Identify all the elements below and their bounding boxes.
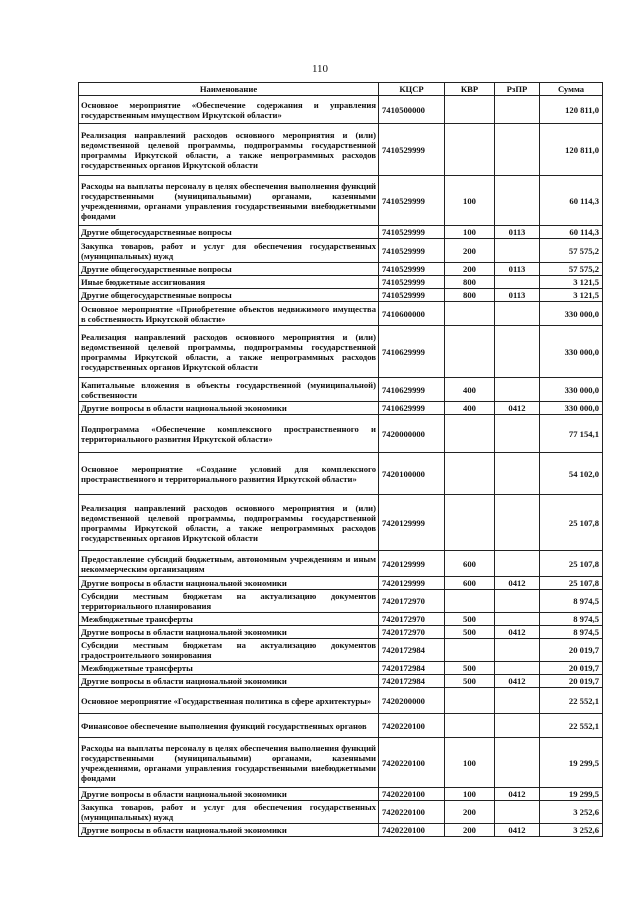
row-name: Основное мероприятие «Обеспечение содержания и управления государственным имуществом Иркутской области» — [79, 96, 379, 124]
row-rzpr: 0412 — [495, 675, 540, 688]
row-kcsr: 7410529999 — [379, 276, 445, 289]
row-kvr: 800 — [445, 276, 495, 289]
row-sum: 330 000,0 — [540, 326, 603, 378]
row-kcsr: 7420172970 — [379, 613, 445, 626]
row-name: Основное мероприятие «Приобретение объектов недвижимого имущества в собственность Иркутской области» — [79, 302, 379, 326]
row-rzpr — [495, 302, 540, 326]
row-kcsr: 7420172970 — [379, 590, 445, 613]
row-kvr — [445, 302, 495, 326]
row-kvr: 400 — [445, 378, 495, 402]
row-kcsr: 7420220100 — [379, 788, 445, 801]
row-kvr: 500 — [445, 613, 495, 626]
row-rzpr — [495, 276, 540, 289]
row-kvr: 800 — [445, 289, 495, 302]
table-row — [79, 124, 603, 176]
row-name: Другие общегосударственные вопросы — [79, 289, 379, 302]
row-kcsr: 7410529999 — [379, 289, 445, 302]
row-rzpr — [495, 801, 540, 824]
row-name: Субсидии местным бюджетам на актуализацию документов территориального планирования — [79, 590, 379, 613]
row-kvr: 200 — [445, 263, 495, 276]
row-rzpr — [495, 326, 540, 378]
row-rzpr — [495, 662, 540, 675]
row-kcsr: 7410529999 — [379, 176, 445, 226]
row-sum: 57 575,2 — [540, 263, 603, 276]
budget-table — [78, 82, 603, 837]
row-name: Финансовое обеспечение выполнения функций государственных органов — [79, 714, 379, 738]
page-number: 110 — [311, 63, 329, 75]
row-name: Капитальные вложения в объекты государственной (муниципальной) собственности — [79, 378, 379, 402]
table-row — [79, 176, 603, 226]
row-name: Межбюджетные трансферты — [79, 662, 379, 675]
row-kcsr: 7420172984 — [379, 662, 445, 675]
row-kcsr: 7420220100 — [379, 801, 445, 824]
row-name: Другие вопросы в области национальной экономики — [79, 402, 379, 415]
row-kvr — [445, 590, 495, 613]
row-sum: 20 019,7 — [540, 675, 603, 688]
row-rzpr — [495, 96, 540, 124]
row-sum: 54 102,0 — [540, 453, 603, 495]
table-row — [79, 590, 603, 613]
row-rzpr — [495, 239, 540, 263]
row-sum: 19 299,5 — [540, 788, 603, 801]
row-kvr: 600 — [445, 551, 495, 577]
row-name: Реализация направлений расходов основного мероприятия и (или) ведомственной целевой программы, подпрограммы государственной программы Иркутской области, а также непрограммных расходов государственных органов Иркутской области — [79, 326, 379, 378]
table-header-row — [79, 83, 603, 96]
row-kvr — [445, 326, 495, 378]
row-name: Основное мероприятие «Создание условий для комплексного пространственного и территориального развития Иркутской области» — [79, 453, 379, 495]
row-sum: 25 107,8 — [540, 495, 603, 551]
table-row — [79, 639, 603, 662]
table-row — [79, 495, 603, 551]
row-kcsr: 7410529999 — [379, 239, 445, 263]
row-rzpr — [495, 613, 540, 626]
table-row — [79, 613, 603, 626]
row-kcsr: 7410529999 — [379, 263, 445, 276]
row-sum: 25 107,8 — [540, 551, 603, 577]
row-kcsr: 7420200000 — [379, 688, 445, 714]
row-name: Предоставление субсидий бюджетным, автономным учреждениям и иным некоммерческим организациям — [79, 551, 379, 577]
row-name: Закупка товаров, работ и услуг для обеспечения государственных (муниципальных) нужд — [79, 239, 379, 263]
table-row — [79, 662, 603, 675]
header-name: Наименование — [79, 83, 379, 96]
table-row — [79, 801, 603, 824]
row-kvr: 100 — [445, 176, 495, 226]
table-row — [79, 738, 603, 788]
row-kcsr: 7420129999 — [379, 577, 445, 590]
table-row — [79, 326, 603, 378]
row-kcsr: 7410629999 — [379, 378, 445, 402]
row-kvr — [445, 688, 495, 714]
table-row — [79, 626, 603, 639]
row-kvr: 500 — [445, 626, 495, 639]
row-sum: 25 107,8 — [540, 577, 603, 590]
row-name: Подпрограмма «Обеспечение комплексного пространственного и территориального развития Иркутской области» — [79, 415, 379, 453]
row-kcsr: 7410629999 — [379, 326, 445, 378]
table-row — [79, 453, 603, 495]
row-rzpr — [495, 453, 540, 495]
row-rzpr — [495, 551, 540, 577]
table-row — [79, 675, 603, 688]
row-sum: 330 000,0 — [540, 302, 603, 326]
row-kvr — [445, 453, 495, 495]
row-sum: 22 552,1 — [540, 714, 603, 738]
row-name: Другие вопросы в области национальной экономики — [79, 577, 379, 590]
row-kcsr: 7420000000 — [379, 415, 445, 453]
row-kvr: 100 — [445, 226, 495, 239]
row-sum: 3 121,5 — [540, 276, 603, 289]
table-row — [79, 378, 603, 402]
row-sum: 120 811,0 — [540, 96, 603, 124]
row-rzpr — [495, 176, 540, 226]
row-sum: 8 974,5 — [540, 613, 603, 626]
row-rzpr — [495, 590, 540, 613]
row-kvr: 600 — [445, 577, 495, 590]
row-kvr: 100 — [445, 788, 495, 801]
row-name: Другие вопросы в области национальной экономики — [79, 824, 379, 837]
row-name: Расходы на выплаты персоналу в целях обеспечения выполнения функций государственными (муниципальными) органами, казенными учреждениями, органами управления государственными внебюджетными фондами — [79, 176, 379, 226]
table-row — [79, 415, 603, 453]
row-sum: 330 000,0 — [540, 402, 603, 415]
row-sum: 20 019,7 — [540, 662, 603, 675]
row-name: Другие вопросы в области национальной экономики — [79, 675, 379, 688]
row-kcsr: 7420172984 — [379, 639, 445, 662]
row-name: Субсидии местным бюджетам на актуализацию документов градостроительного зонирования — [79, 639, 379, 662]
row-sum: 20 019,7 — [540, 639, 603, 662]
row-rzpr — [495, 714, 540, 738]
row-rzpr: 0412 — [495, 788, 540, 801]
row-name: Реализация направлений расходов основного мероприятия и (или) ведомственной целевой программы, подпрограммы государственной программы Иркутской области, а также непрограммных расходов государственных органов Иркутской области — [79, 124, 379, 176]
row-kvr — [445, 495, 495, 551]
table-row — [79, 239, 603, 263]
header-kcsr: КЦСР — [379, 83, 445, 96]
header-rzpr: РзПР — [495, 83, 540, 96]
row-sum: 19 299,5 — [540, 738, 603, 788]
row-rzpr — [495, 738, 540, 788]
row-kvr: 200 — [445, 824, 495, 837]
row-name: Другие общегосударственные вопросы — [79, 226, 379, 239]
row-kcsr: 7420172970 — [379, 626, 445, 639]
row-kcsr: 7420172984 — [379, 675, 445, 688]
row-name: Реализация направлений расходов основного мероприятия и (или) ведомственной целевой программы, подпрограммы государственной программы Иркутской области, а также непрограммных расходов государственных органов Иркутской области — [79, 495, 379, 551]
row-name: Расходы на выплаты персоналу в целях обеспечения выполнения функций государственными (муниципальными) органами, казенными учреждениями, органами управления государственными внебюджетными фондами — [79, 738, 379, 788]
row-rzpr: 0412 — [495, 577, 540, 590]
row-kcsr: 7420129999 — [379, 495, 445, 551]
row-sum: 60 114,3 — [540, 176, 603, 226]
header-kvr: КВР — [445, 83, 495, 96]
row-sum: 3 252,6 — [540, 824, 603, 837]
header-sum: Сумма — [540, 83, 603, 96]
table-row — [79, 577, 603, 590]
row-kcsr: 7420100000 — [379, 453, 445, 495]
row-rzpr — [495, 378, 540, 402]
row-kvr — [445, 714, 495, 738]
row-kvr: 200 — [445, 239, 495, 263]
table-row — [79, 402, 603, 415]
row-kcsr: 7410500000 — [379, 96, 445, 124]
row-rzpr — [495, 495, 540, 551]
row-kcsr: 7410529999 — [379, 124, 445, 176]
table-row — [79, 714, 603, 738]
row-name: Другие вопросы в области национальной экономики — [79, 788, 379, 801]
row-kvr: 400 — [445, 402, 495, 415]
row-rzpr: 0412 — [495, 824, 540, 837]
row-kcsr: 7420129999 — [379, 551, 445, 577]
row-name: Иные бюджетные ассигнования — [79, 276, 379, 289]
row-kvr: 500 — [445, 675, 495, 688]
row-kvr — [445, 124, 495, 176]
table-row — [79, 263, 603, 276]
row-sum: 8 974,5 — [540, 626, 603, 639]
row-sum: 3 252,6 — [540, 801, 603, 824]
table-row — [79, 302, 603, 326]
row-sum: 120 811,0 — [540, 124, 603, 176]
row-rzpr: 0113 — [495, 289, 540, 302]
row-kcsr: 7420220100 — [379, 738, 445, 788]
row-sum: 22 552,1 — [540, 688, 603, 714]
row-name: Другие вопросы в области национальной экономики — [79, 626, 379, 639]
table-row — [79, 96, 603, 124]
row-kcsr: 7420220100 — [379, 714, 445, 738]
table-row — [79, 226, 603, 239]
row-rzpr — [495, 639, 540, 662]
row-kvr — [445, 96, 495, 124]
row-rzpr: 0412 — [495, 402, 540, 415]
row-sum: 8 974,5 — [540, 590, 603, 613]
row-rzpr — [495, 415, 540, 453]
row-name: Другие общегосударственные вопросы — [79, 263, 379, 276]
table-row — [79, 788, 603, 801]
row-kcsr: 7410629999 — [379, 402, 445, 415]
row-name: Основное мероприятие «Государственная политика в сфере архитектуры» — [79, 688, 379, 714]
row-rzpr — [495, 688, 540, 714]
row-kvr — [445, 639, 495, 662]
row-name: Межбюджетные трансферты — [79, 613, 379, 626]
row-kcsr: 7410600000 — [379, 302, 445, 326]
row-kcsr: 7410529999 — [379, 226, 445, 239]
row-kvr: 100 — [445, 738, 495, 788]
row-kcsr: 7420220100 — [379, 824, 445, 837]
row-sum: 3 121,5 — [540, 289, 603, 302]
table-row — [79, 824, 603, 837]
row-sum: 60 114,3 — [540, 226, 603, 239]
row-sum: 57 575,2 — [540, 239, 603, 263]
row-sum: 77 154,1 — [540, 415, 603, 453]
row-kvr: 200 — [445, 801, 495, 824]
row-rzpr: 0113 — [495, 263, 540, 276]
table-row — [79, 276, 603, 289]
row-sum: 330 000,0 — [540, 378, 603, 402]
row-name: Закупка товаров, работ и услуг для обеспечения государственных (муниципальных) нужд — [79, 801, 379, 824]
row-kvr — [445, 415, 495, 453]
row-rzpr: 0113 — [495, 226, 540, 239]
row-kvr: 500 — [445, 662, 495, 675]
table-row — [79, 688, 603, 714]
table-row — [79, 551, 603, 577]
row-rzpr — [495, 124, 540, 176]
table-row — [79, 289, 603, 302]
row-rzpr: 0412 — [495, 626, 540, 639]
